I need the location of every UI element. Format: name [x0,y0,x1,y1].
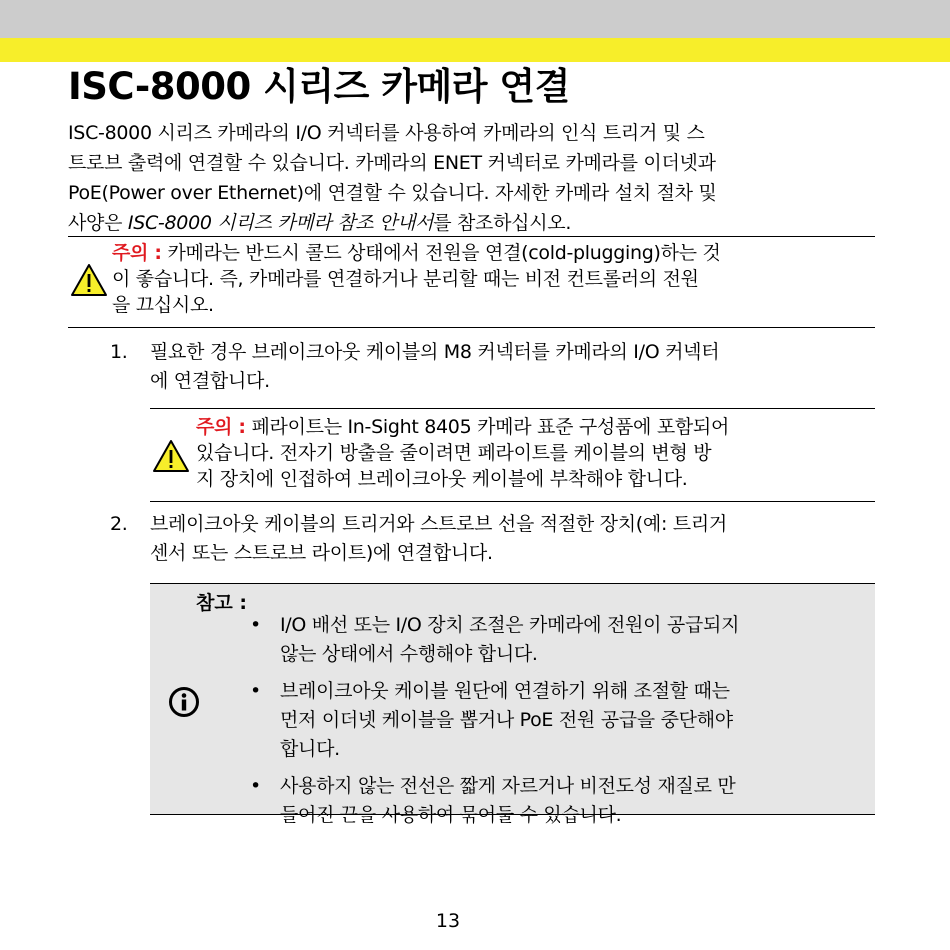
header-gray-band [0,0,950,38]
bullet-icon: • [250,680,261,702]
bullet-icon: • [250,775,261,797]
step-2-number: 2. [110,513,128,535]
header-yellow-band [0,38,950,62]
step-1-text [150,338,719,396]
reference-guide-title: ISC-8000 시리즈 카메라 참조 안내서 [127,212,434,234]
step-2 [110,510,890,570]
note-title: 참고 : [196,592,247,614]
caution-box-1 [68,236,875,328]
page-title: ISC-8000 시리즈 카메라 연결 [68,65,570,108]
caution-1-line-2: 이 좋습니다. 즉, 카메라를 연결하거나 분리할 때는 비전 컨트롤러의 전원 [112,268,699,290]
intro-line-1: ISC-8000 시리즈 카메라의 I/O 커넥터를 사용하여 카메라의 인식 트리거 및 스 [68,122,705,144]
intro-line-4-suffix: 를 참조하십시오. [433,212,572,234]
caution-2-line-2: 있습니다. 전자기 방출을 줄이려면 페라이트를 케이블의 변형 방 [196,442,712,464]
step-1 [110,338,870,398]
caution-2-line-1-text: 페라이트는 In-Sight 8405 카메라 표준 구성품에 포함되어 [245,416,730,438]
caution-2-line-3: 지 장치에 인접하여 브레이크아웃 케이블에 부착해야 합니다. [196,468,688,490]
step-2-text [150,510,727,568]
intro-paragraph [68,118,868,238]
caution-1-text [112,240,872,318]
note-item-2 [248,677,848,764]
caution-2-line-1 [196,414,871,440]
step-1-line-1: 필요한 경우 브레이크아웃 케이블의 M8 커넥터를 카메라의 I/O 커넥터 [150,341,720,363]
warning-icon [152,439,190,473]
note-box [150,583,875,826]
step-2-line-1: 브레이크아웃 케이블의 트리거와 스트로브 선을 적절한 장치(예: 트리거 [150,513,727,535]
bullet-icon: • [250,614,261,636]
page-number: 13 [435,910,461,932]
note-item-2-line-2: 먼저 이더넷 케이블을 뽑거나 PoE 전원 공급을 중단해야 [280,709,733,731]
intro-line-2: 트로브 출력에 연결할 수 있습니다. 카메라의 ENET 커넥터로 카메라를 이더넷과 [68,152,716,174]
intro-line-4-prefix: 사양은 [68,212,128,234]
step-1-number: 1. [110,341,128,363]
note-item-1-line-2: 않는 상태에서 수행해야 합니다. [280,643,538,665]
caution-label: 주의 : [196,416,246,438]
caution-1-line-3: 을 끄십시오. [112,294,214,316]
note-list [248,611,848,838]
info-icon [168,686,200,718]
note-item-2-line-3: 합니다. [280,738,340,760]
caution-box-2 [150,408,875,502]
step-2-line-2: 센서 또는 스트로브 라이트)에 연결합니다. [150,542,493,564]
warning-icon [70,263,108,297]
step-1-line-2: 에 연결합니다. [150,370,270,392]
caution-2-text [196,414,871,492]
note-item-2-line-1: 브레이크아웃 케이블 원단에 연결하기 위해 조절할 때는 [280,680,730,702]
caution-1-line-1 [112,240,872,266]
caution-label: 주의 : [112,242,162,264]
intro-line-4 [68,208,868,238]
note-item-3-line-1: 사용하지 않는 전선은 짧게 자르거나 비전도성 재질로 만 [280,775,736,797]
caution-1-line-1-text: 카메라는 반드시 콜드 상태에서 전원을 연결(cold-plugging)하는 것 [161,242,721,264]
intro-line-3: PoE(Power over Ethernet)에 연결할 수 있습니다. 자세한 카메라 설치 절차 및 [68,182,717,204]
note-item-3 [248,772,848,830]
note-item-1-line-1: I/O 배선 또는 I/O 장치 조절은 카메라에 전원이 공급되지 [280,614,740,636]
note-item-3-line-2: 들어진 끈을 사용하여 묶어둘 수 있습니다. [280,804,622,826]
note-item-1 [248,611,848,669]
